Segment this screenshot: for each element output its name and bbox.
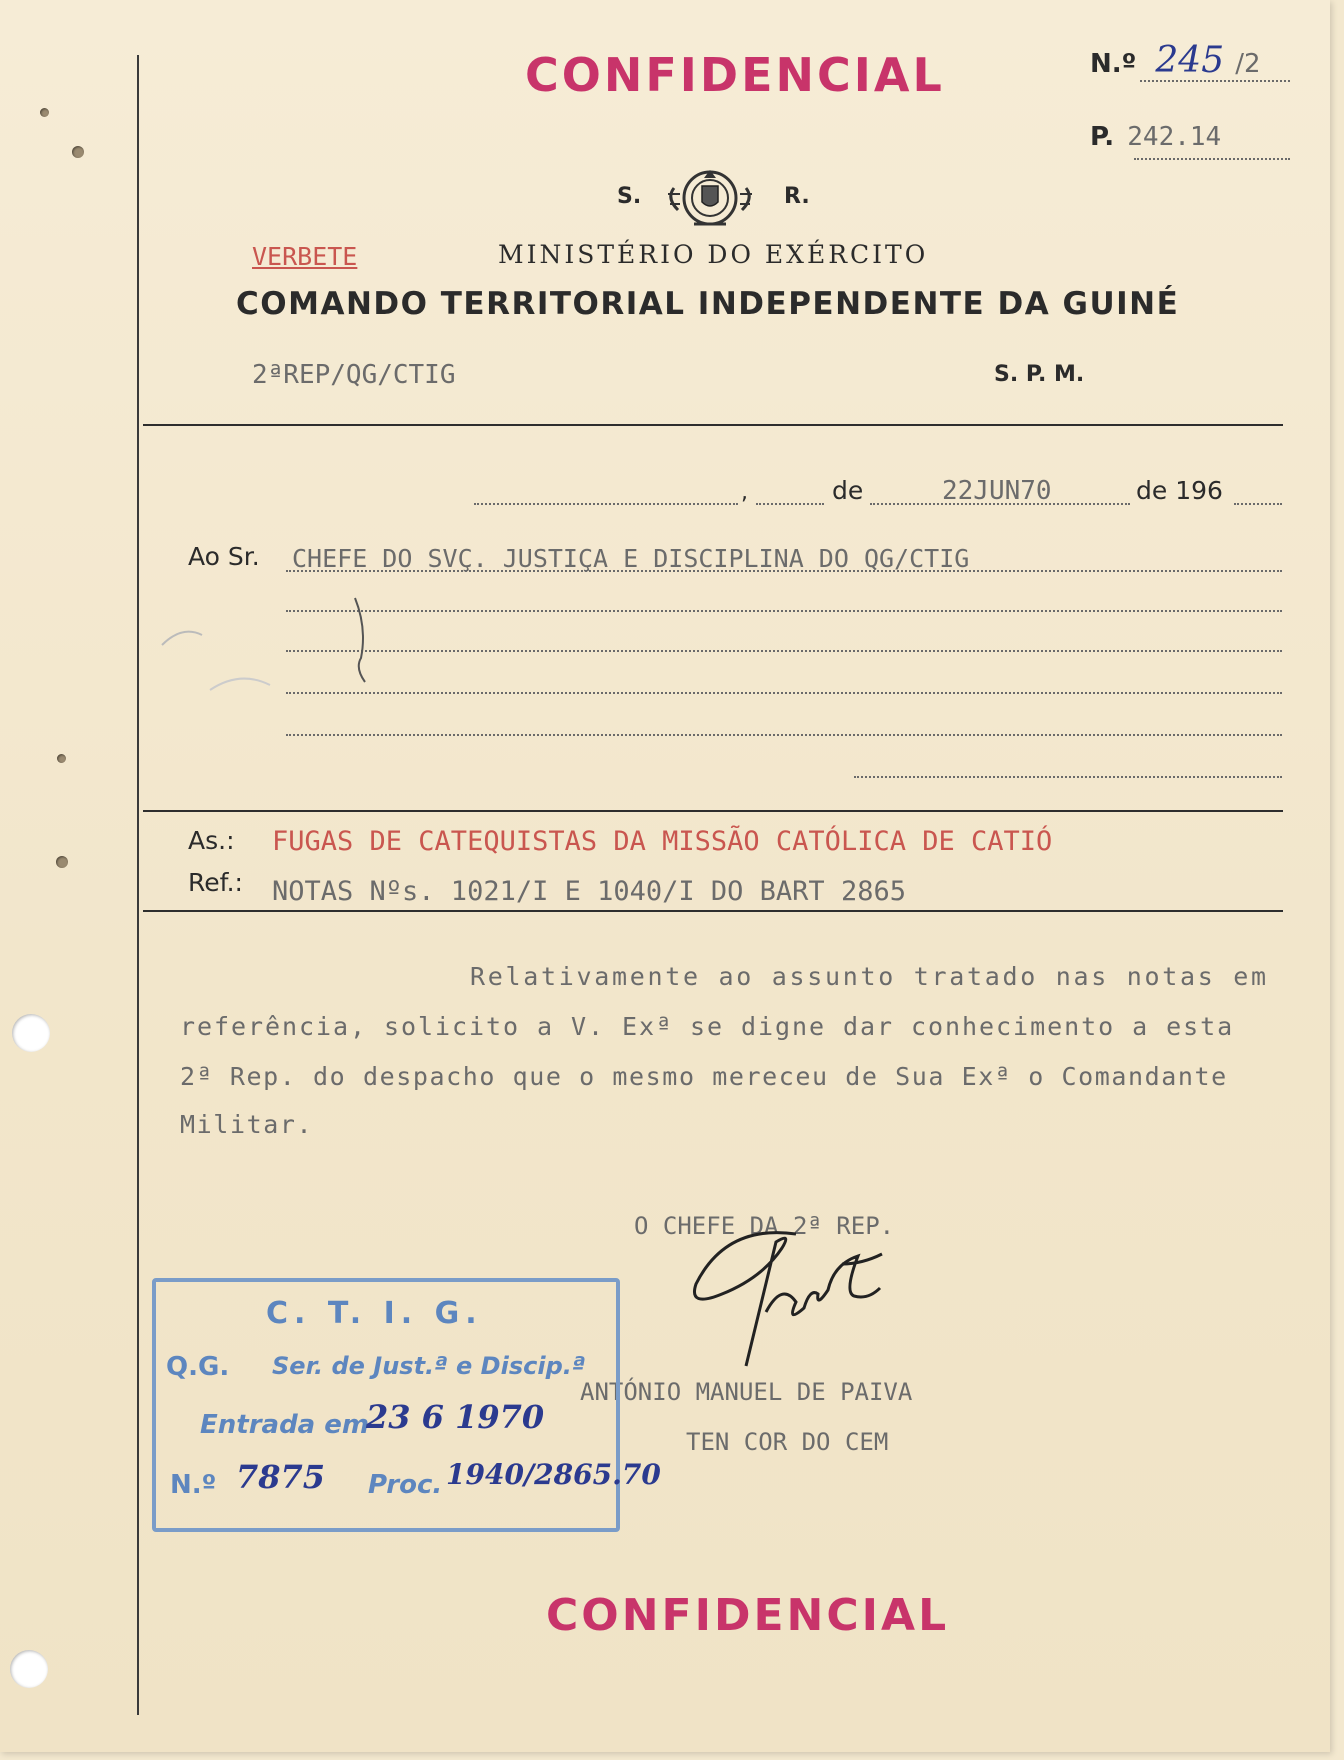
signature-rank: TEN COR DO CEM xyxy=(686,1428,889,1456)
number-suffix: /2 xyxy=(1235,49,1261,79)
subject-label: As.: xyxy=(188,826,235,855)
punch-hole-icon xyxy=(12,1014,50,1052)
p-label: P. xyxy=(1090,122,1115,152)
signature-name: ANTÓNIO MANUEL DE PAIVA xyxy=(580,1378,913,1406)
header-left-letter: S. xyxy=(617,184,642,209)
punch-hole-icon xyxy=(10,1650,48,1688)
rivet-icon xyxy=(72,146,84,158)
spm-label: S. P. M. xyxy=(994,362,1085,387)
body-line-2: referência, solicito a V. Exª se digne dar conhecimento a esta xyxy=(180,1012,1235,1041)
confidential-stamp-top: CONFIDENCIAL xyxy=(525,48,945,102)
p-dots xyxy=(1134,158,1290,160)
command-title: COMANDO TERRITORIAL INDEPENDENTE DA GUINÉ xyxy=(236,286,1180,322)
date-de-label: de xyxy=(832,476,864,505)
entry-stamp-title: C. T. I. G. xyxy=(266,1296,483,1331)
subject-value: FUGAS DE CATEQUISTAS DA MISSÃO CATÓLICA DE CATIÓ xyxy=(272,826,1053,857)
entry-stamp-entrada-value: 23 6 1970 xyxy=(366,1398,545,1436)
p-reference xyxy=(1090,122,1290,162)
coat-of-arms-icon xyxy=(664,164,756,230)
addressee-dots-4 xyxy=(286,692,1282,694)
rivet-icon xyxy=(57,754,66,763)
addressee-label: Ao Sr. xyxy=(188,542,260,571)
rivet-icon xyxy=(40,108,49,117)
addressee-dots-5 xyxy=(286,734,1282,736)
entry-stamp xyxy=(152,1278,661,1532)
date-month-dots xyxy=(870,503,1130,505)
date-day-dots xyxy=(756,503,824,505)
addressee-dots-3 xyxy=(286,650,1282,652)
entry-stamp-entrada-label: Entrada em xyxy=(200,1410,369,1440)
number-label: N.º xyxy=(1090,49,1137,79)
divider-line xyxy=(143,424,1283,426)
entry-stamp-service: Ser. de Just.ª e Discip.ª xyxy=(272,1352,586,1380)
addressee-dots-2 xyxy=(286,610,1282,612)
number-value: 245 xyxy=(1155,40,1225,81)
rivet-icon xyxy=(56,856,68,868)
entry-stamp-n-value: 7875 xyxy=(236,1458,326,1496)
signature-title: O CHEFE DA 2ª REP. xyxy=(634,1212,895,1240)
entry-stamp-proc-value: 1940/2865.70 xyxy=(446,1458,661,1491)
entry-stamp-proc-label: Proc. xyxy=(368,1470,443,1500)
p-value: 242.14 xyxy=(1127,122,1222,152)
addressee-dots-6 xyxy=(854,776,1282,778)
date-comma: , xyxy=(741,480,748,505)
date-year-dots xyxy=(1234,503,1282,505)
body-line-3: 2ª Rep. do despacho que o mesmo mereceu de Sua Exª o Comandante xyxy=(180,1062,1228,1091)
ministry-title: MINISTÉRIO DO EXÉRCITO xyxy=(498,240,929,269)
office-code: 2ªREP/QG/CTIG xyxy=(252,360,456,390)
body-line-4: Militar. xyxy=(180,1110,314,1139)
confidential-stamp-bottom: CONFIDENCIAL xyxy=(546,1590,950,1641)
divider-line xyxy=(143,810,1283,812)
ref-label: Ref.: xyxy=(188,868,243,897)
entry-stamp-n-label: N.º xyxy=(170,1470,217,1500)
date-year-label: de 196 xyxy=(1136,476,1223,505)
handwritten-signature xyxy=(676,1226,912,1376)
body-line-1: Relativamente ao assunto tratado nas notas em xyxy=(470,962,1269,991)
entry-stamp-qg: Q.G. xyxy=(166,1352,230,1382)
addressee-value: CHEFE DO SVÇ. JUSTIÇA E DISCIPLINA DO QG/CTIG xyxy=(292,544,970,573)
reference-number xyxy=(1090,40,1290,90)
header-right-letter: R. xyxy=(784,184,810,209)
addressee-dots-1 xyxy=(286,570,1282,572)
verbete-label: VERBETE xyxy=(252,242,358,271)
number-dots xyxy=(1140,80,1290,82)
ref-value: NOTAS Nºs. 1021/I E 1040/I DO BART 2865 xyxy=(272,876,906,907)
date-value: 22JUN70 xyxy=(942,476,1052,506)
margin-line xyxy=(137,55,139,1715)
date-place-dots xyxy=(474,503,738,505)
divider-line xyxy=(143,910,1283,912)
pencil-marks-icon xyxy=(150,590,400,750)
